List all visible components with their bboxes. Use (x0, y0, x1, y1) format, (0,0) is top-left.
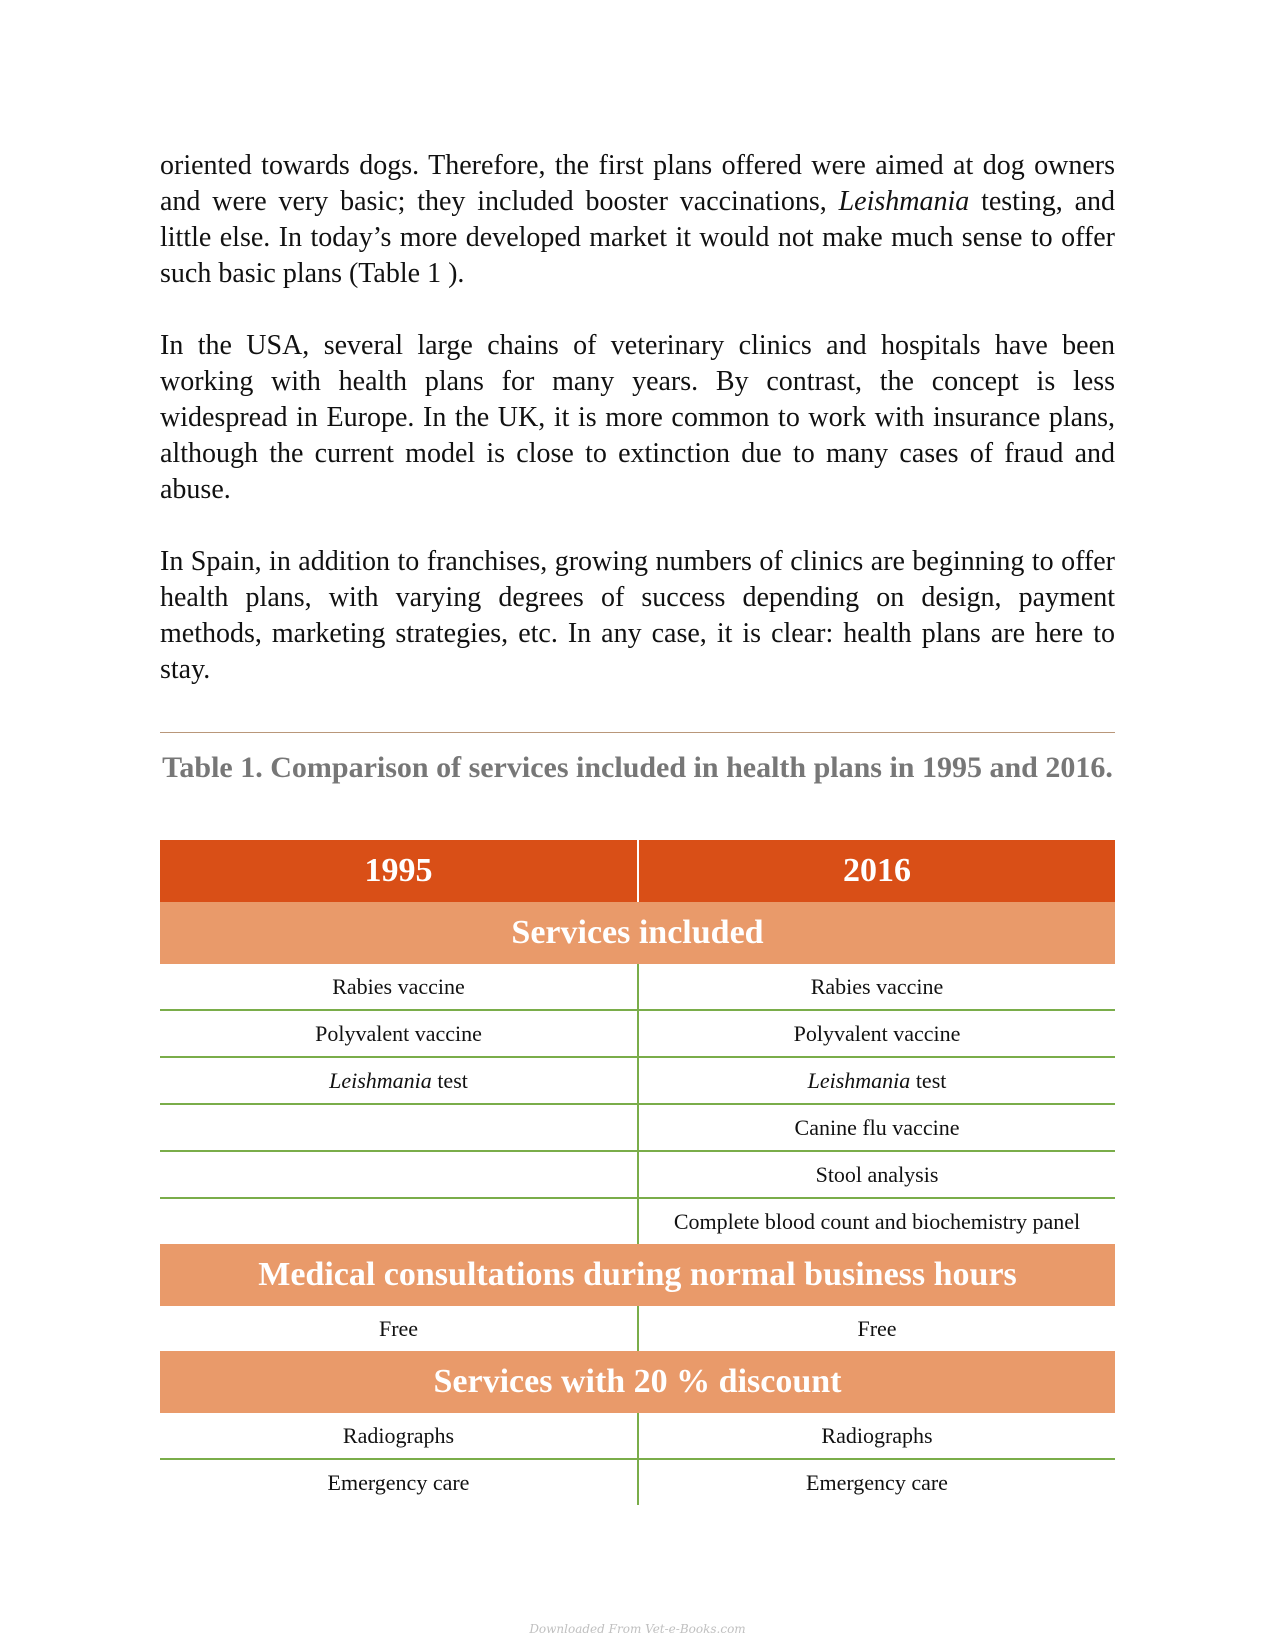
table-cell (638, 964, 1115, 1010)
cell-text: Rabies vaccine (810, 973, 944, 999)
italic-term: Leishmania (838, 186, 970, 217)
section-title: Medical consultations during normal business hours (160, 1244, 1115, 1306)
cell-text: Free (857, 1315, 897, 1341)
table-row (160, 1459, 1115, 1505)
table-cell (638, 1459, 1115, 1505)
table-cell (638, 1010, 1115, 1057)
table-cell (160, 1413, 638, 1459)
cell-text: Radiographs (821, 1422, 933, 1448)
cell-text: Emergency care (806, 1469, 948, 1495)
section-header-row (160, 1244, 1115, 1306)
column-header: 1995 (160, 840, 638, 902)
table-cell (638, 1104, 1115, 1151)
paragraph (160, 328, 1115, 508)
table-cell (160, 1151, 638, 1198)
table-row (160, 1306, 1115, 1351)
cell-text: test (431, 1067, 468, 1093)
table-cell (638, 1306, 1115, 1351)
table-row (160, 1198, 1115, 1244)
table-cell (160, 1306, 638, 1351)
paragraph-text: testing, and little else. In today’s more developed market it would not make much sense to offer such basic plans (Table 1 ). (160, 186, 1116, 289)
italic-term: Leishmania (329, 1067, 432, 1093)
cell-text: test (910, 1067, 947, 1093)
table-cell (638, 1057, 1115, 1104)
table-cell (160, 1010, 638, 1057)
body-text (160, 148, 1115, 688)
cell-text: Rabies vaccine (332, 973, 465, 999)
section-title: Services with 20 % discount (160, 1351, 1115, 1413)
table-row (160, 1151, 1115, 1198)
cell-text: Emergency care (327, 1469, 470, 1495)
table-caption: Table 1. Comparison of services included in health plans in 1995 and 2016. (162, 751, 1113, 784)
table-row (160, 1413, 1115, 1459)
table-cell (638, 1413, 1115, 1459)
cell-text: Complete blood count and biochemistry panel (673, 1208, 1081, 1234)
paragraph-text: oriented towards dogs. Therefore, the first plans offered were aimed at dog owners and were very basic; they included booster vaccinations, (160, 150, 1115, 217)
table-row (160, 1057, 1115, 1104)
paragraph-text: In the USA, several large chains of veterinary clinics and hospitals have been working with health plans for many years. By contrast, the concept is less widespread in Europe. In the UK, it is more common to work with insurance plans, although the current model is close to extinction due to many cases of fraud and abuse. (160, 330, 1115, 505)
section-header-row (160, 902, 1115, 964)
table-cell (638, 1198, 1115, 1244)
italic-term: Leishmania (807, 1067, 911, 1093)
table-cell (160, 1104, 638, 1151)
table-header-row (160, 840, 1115, 902)
paragraph (160, 148, 1115, 292)
cell-text: Polyvalent vaccine (315, 1020, 482, 1046)
section-title: Services included (160, 902, 1115, 964)
table-cell (160, 1459, 638, 1505)
paragraph-text: In Spain, in addition to franchises, growing numbers of clinics are beginning to offer health plans, with varying degrees of success depending on design, payment methods, marketing strategies, etc. In any case, it is clear: health plans are here to stay. (160, 546, 1115, 685)
caption-rule (160, 732, 1115, 733)
cell-text: Canine flu vaccine (794, 1114, 960, 1140)
cell-text: Free (378, 1315, 419, 1341)
table-cell (160, 1198, 638, 1244)
table-row (160, 1104, 1115, 1151)
table-row (160, 964, 1115, 1010)
section-header-row (160, 1351, 1115, 1413)
table-row (160, 1010, 1115, 1057)
cell-text: Polyvalent vaccine (793, 1020, 961, 1046)
services-table (160, 840, 1115, 1505)
table-cell (638, 1151, 1115, 1198)
watermark: Downloaded From Vet-e-Books.com (529, 1622, 746, 1636)
column-header: 2016 (638, 840, 1115, 902)
paragraph (160, 544, 1115, 688)
table-cell (160, 964, 638, 1010)
table-cell (160, 1057, 638, 1104)
cell-text: Stool analysis (815, 1161, 939, 1187)
cell-text: Radiographs (342, 1422, 455, 1448)
